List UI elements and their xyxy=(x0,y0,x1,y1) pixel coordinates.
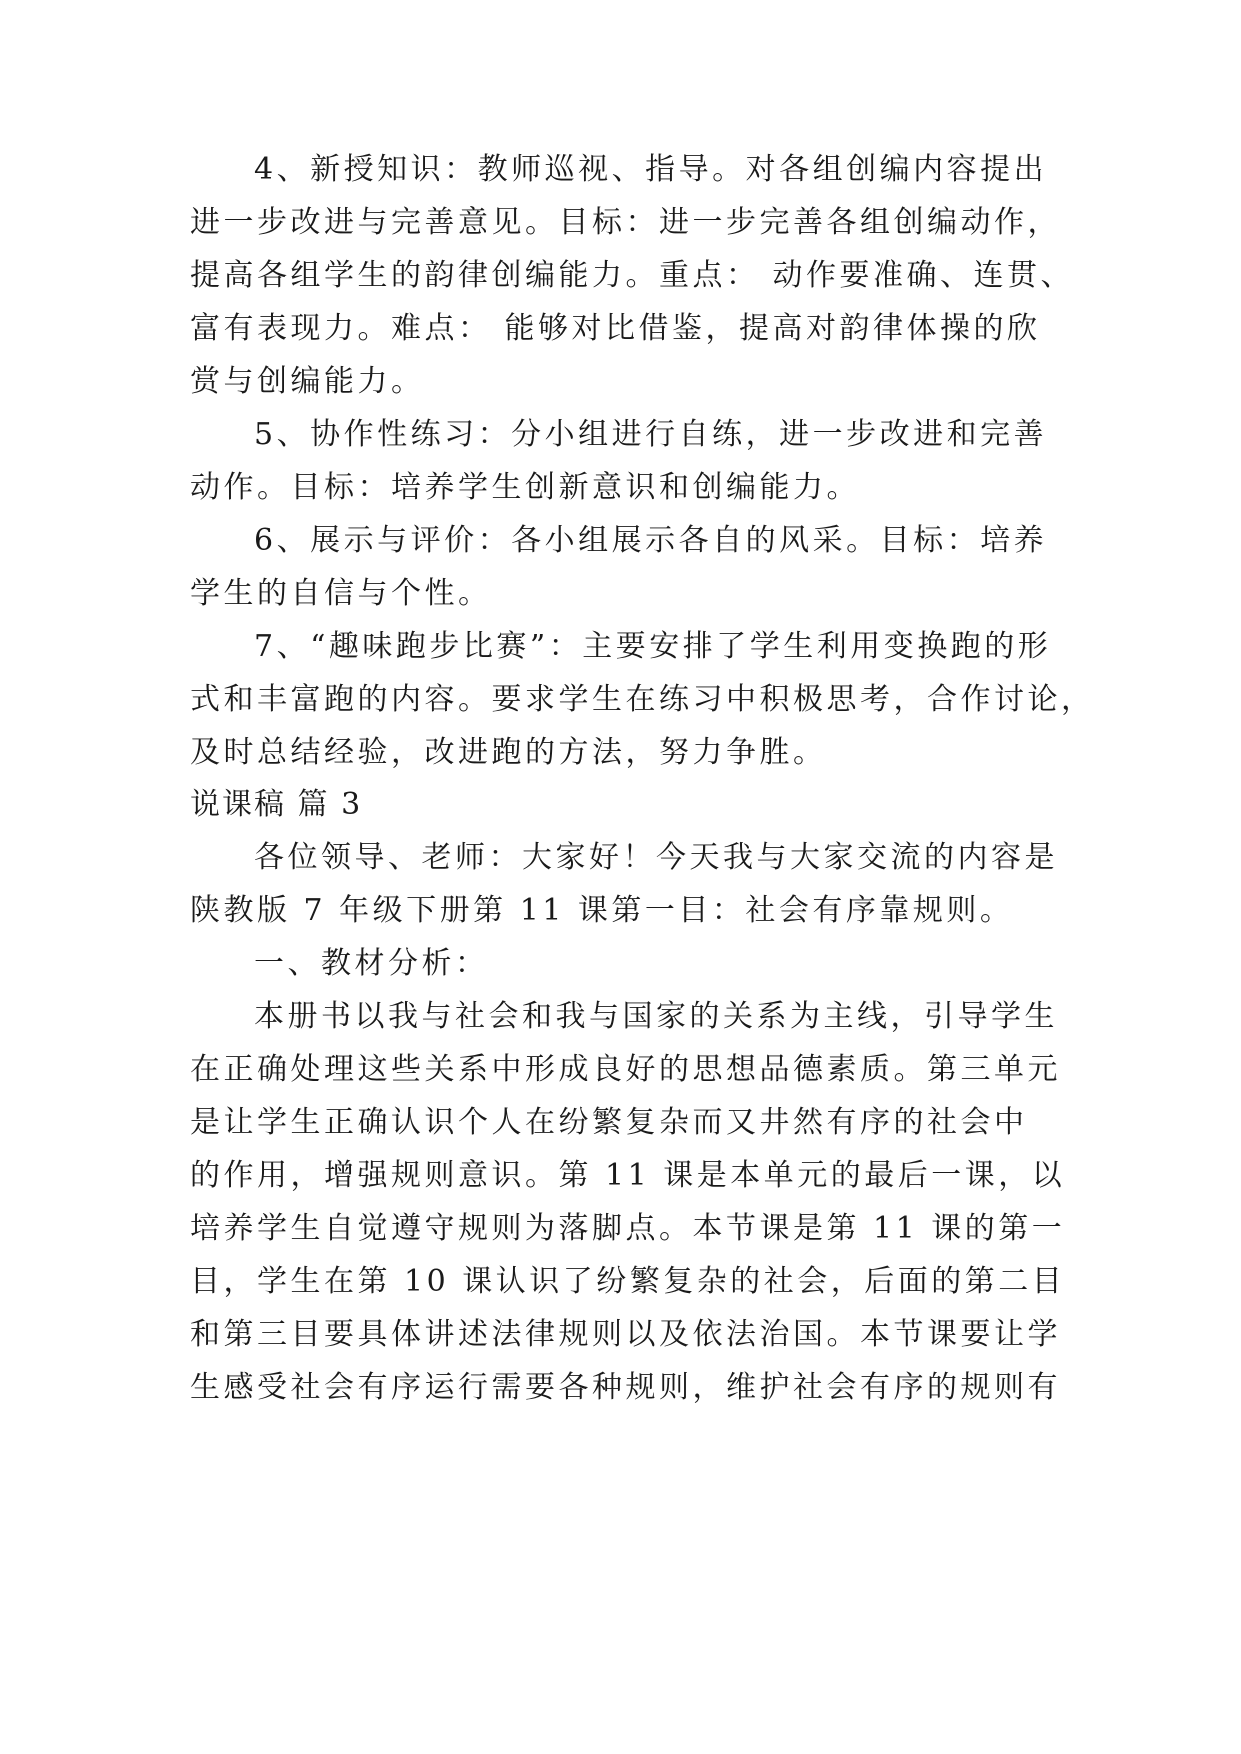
greeting-line-2: 陕教版 7 年级下册第 11 课第一目：社会有序靠规则。 xyxy=(190,893,1014,928)
analysis-line-7: 和第三目要具体讲述法律规则以及依法治国。本节课要让学 xyxy=(190,1317,1061,1352)
paragraph-6-line-2: 学生的自信与个性。 xyxy=(190,576,492,611)
analysis-line-1: 本册书以我与社会和我与国家的关系为主线，引导学生 xyxy=(254,999,1058,1034)
paragraph-4-line-4: 富有表现力。难点： 能够对比借鉴，提高对韵律体操的欣 xyxy=(190,311,1041,346)
paragraph-4-line-2: 进一步改进与完善意见。目标：进一步完善各组创编动作， xyxy=(190,205,1061,240)
paragraph-6-line-1: 6、展示与评价：各小组展示各自的风采。目标：培养 xyxy=(254,523,1048,558)
paragraph-7-line-3: 及时总结经验，改进跑的方法，努力争胜。 xyxy=(190,735,827,770)
analysis-line-8: 生感受社会有序运行需要各种规则，维护社会有序的规则有 xyxy=(190,1370,1061,1405)
greeting-line-1: 各位领导、老师：大家好！今天我与大家交流的内容是 xyxy=(254,840,1058,875)
paragraph-7-line-2: 式和丰富跑的内容。要求学生在练习中积极思考，合作讨论， xyxy=(190,682,1095,717)
paragraph-5-line-1: 5、协作性练习：分小组进行自练，进一步改进和完善 xyxy=(254,417,1048,452)
analysis-line-5: 培养学生自觉遵守规则为落脚点。本节课是第 11 课的第一 xyxy=(190,1211,1066,1246)
paragraph-7-line-1: 7、“趣味跑步比赛”：主要安排了学生利用变换跑的形 xyxy=(254,629,1052,664)
analysis-line-4: 的作用，增强规则意识。第 11 课是本单元的最后一课，以 xyxy=(190,1158,1066,1193)
paragraph-4-line-3: 提高各组学生的韵律创编能力。重点： 动作要准确、连贯、 xyxy=(190,258,1075,293)
paragraph-4-line-1: 4、新授知识：教师巡视、指导。对各组创编内容提出 xyxy=(254,152,1048,187)
analysis-line-6: 目，学生在第 10 课认识了纷繁复杂的社会，后面的第二目 xyxy=(190,1264,1066,1299)
paragraph-4-line-5: 赏与创编能力。 xyxy=(190,364,425,399)
subheading-material-analysis: 一、教材分析： xyxy=(254,946,489,981)
analysis-line-2: 在正确处理这些关系中形成良好的思想品德素质。第三单元 xyxy=(190,1052,1061,1087)
section-heading: 说课稿 篇 3 xyxy=(190,787,363,822)
analysis-line-3: 是让学生正确认识个人在纷繁复杂而又井然有序的社会中 xyxy=(190,1105,1028,1140)
paragraph-5-line-2: 动作。目标：培养学生创新意识和创编能力。 xyxy=(190,470,860,505)
